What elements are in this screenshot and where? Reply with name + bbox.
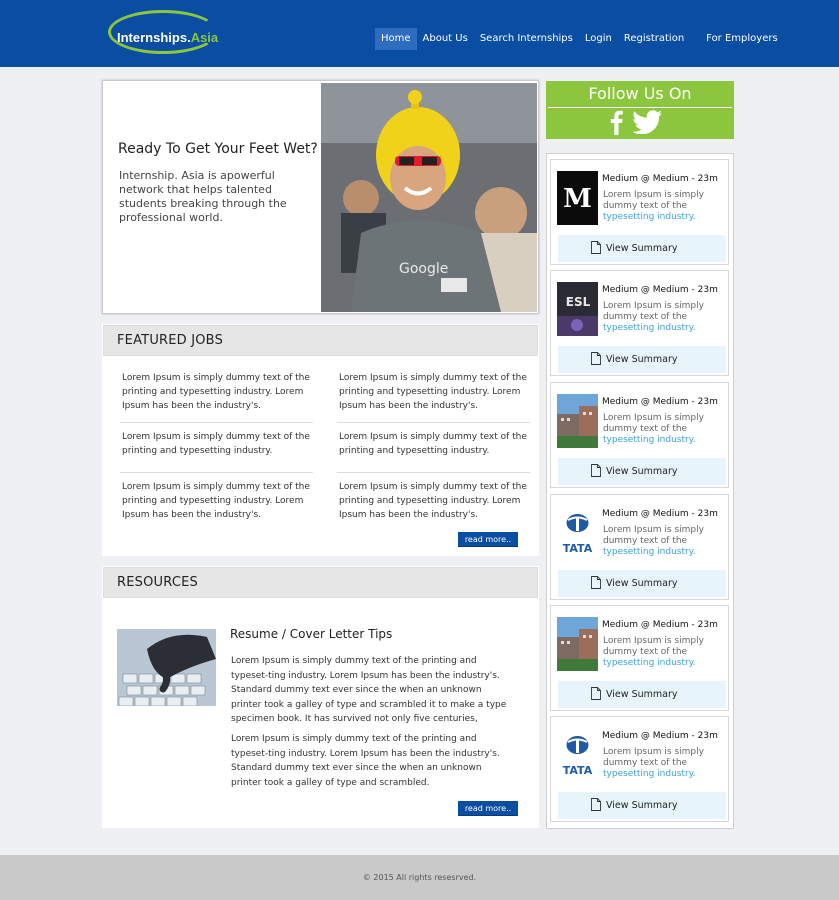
esl-logo-text: ESL <box>565 295 591 309</box>
tata-logo-text: TATA <box>562 542 593 555</box>
job-listing[interactable]: Lorem Ipsum is simply dummy text of the printing and typesetting industry. <box>339 432 527 456</box>
news-card <box>550 494 729 600</box>
document-icon <box>591 687 601 700</box>
campus-photo-thumb <box>557 617 598 671</box>
nav-search-internships[interactable]: Search Internships <box>479 33 573 44</box>
keyboard-image <box>117 629 216 706</box>
document-icon <box>591 241 601 254</box>
document-icon <box>591 798 601 811</box>
twitter-icon[interactable] <box>633 110 663 134</box>
view-summary-label: View Summary <box>606 243 678 254</box>
view-summary-button[interactable] <box>558 570 726 597</box>
campus-photo-thumb <box>557 394 598 448</box>
card-text: Lorem Ipsum is simply dummy text of the typesetting industry. <box>603 190 704 222</box>
view-summary-label: View Summary <box>606 466 678 477</box>
card-meta: Medium @ Medium - 23m <box>602 620 718 630</box>
site-header <box>0 0 839 67</box>
divider <box>120 472 313 473</box>
tata-logo-thumb <box>557 506 598 560</box>
medium-logo-text: M <box>563 184 592 214</box>
article-paragraph: Lorem Ipsum is simply dummy text of the printing and typeset-ting industry. Lorem Ipsum has been the industry's. Standard dummy text ever since the when an unknown printer took a galley of type and scrambled. <box>231 734 500 788</box>
document-icon <box>591 352 601 365</box>
view-summary-button[interactable] <box>558 346 726 373</box>
article-title[interactable]: Resume / Cover Letter Tips <box>230 627 393 641</box>
logo-text: Internships.Asia <box>117 30 219 45</box>
news-card <box>550 716 729 822</box>
nav-login[interactable]: Login <box>584 33 612 44</box>
nav-registration[interactable]: Registration <box>623 33 685 44</box>
card-meta: Medium @ Medium - 23m <box>602 285 718 295</box>
svg-text:Google: Google <box>399 261 449 277</box>
resources-panel <box>102 566 539 828</box>
news-card <box>550 605 729 711</box>
main-nav <box>375 28 784 50</box>
resources-title: RESOURCES <box>103 567 538 598</box>
follow-us-title: Follow Us On <box>588 84 692 103</box>
news-card <box>550 270 729 376</box>
copyright-text: © 2015 All rights resesrved. <box>362 873 477 882</box>
featured-jobs-title: FEATURED JOBS <box>103 325 538 356</box>
card-text: Lorem Ipsum is simply dummy text of the typesetting industry. <box>603 636 704 668</box>
nav-for-employers[interactable]: For Employers <box>706 33 778 44</box>
job-listing[interactable]: Lorem Ipsum is simply dummy text of the printing and typesetting industry. Lorem Ipsum has been the industry's. <box>339 373 527 411</box>
view-summary-label: View Summary <box>606 689 678 700</box>
card-text: Lorem Ipsum is simply dummy text of the typesetting industry. <box>603 413 704 445</box>
divider <box>120 422 313 423</box>
jobs-read-more-button[interactable]: read more.. <box>458 532 518 547</box>
job-listing[interactable]: Lorem Ipsum is simply dummy text of the printing and typesetting industry. Lorem Ipsum has been the industry's. <box>122 482 310 520</box>
hero-title: Ready To Get Your Feet Wet? <box>118 141 318 157</box>
card-text: Lorem Ipsum is simply dummy text of the typesetting industry. <box>603 301 704 333</box>
view-summary-label: View Summary <box>606 354 678 365</box>
document-icon <box>591 576 601 589</box>
divider <box>337 422 530 423</box>
job-listing[interactable]: Lorem Ipsum is simply dummy text of the printing and typesetting industry. <box>122 432 310 456</box>
view-summary-button[interactable] <box>558 681 726 708</box>
featured-jobs-panel <box>102 324 539 556</box>
resources-read-more-button[interactable]: read more.. <box>458 801 518 816</box>
card-text: Lorem Ipsum is simply dummy text of the typesetting industry. <box>603 525 704 557</box>
document-icon <box>591 464 601 477</box>
card-meta: Medium @ Medium - 23m <box>602 174 718 184</box>
hero-text: Internship. Asia is apowerful network that helps talented students breaking through the professional world. <box>119 169 287 224</box>
article-paragraph: Lorem Ipsum is simply dummy text of the printing and typeset-ting industry. Lorem Ipsum has been the industry's. Standard dummy text ever since the when an unknown printer took a galley of type and scrambled it to make a type specimen book. It has survived not only five centuries, <box>231 656 507 724</box>
card-meta: Medium @ Medium - 23m <box>602 731 718 741</box>
news-card <box>550 382 729 488</box>
card-meta: Medium @ Medium - 23m <box>602 509 718 519</box>
view-summary-button[interactable] <box>558 458 726 485</box>
news-card <box>550 159 729 265</box>
divider <box>337 472 530 473</box>
site-footer <box>0 855 839 900</box>
divider <box>548 107 732 108</box>
nav-about-us[interactable]: About Us <box>422 33 468 44</box>
view-summary-label: View Summary <box>606 800 678 811</box>
job-listing[interactable]: Lorem Ipsum is simply dummy text of the printing and typesetting industry. Lorem Ipsum has been the industry's. <box>339 482 527 520</box>
nav-home[interactable]: Home <box>375 28 417 50</box>
tata-logo-text: TATA <box>562 764 593 777</box>
job-listing[interactable]: Lorem Ipsum is simply dummy text of the printing and typesetting industry. Lorem Ipsum has been the industry's. <box>122 373 310 411</box>
esl-logo-thumb <box>557 282 598 336</box>
view-summary-button[interactable] <box>558 235 726 262</box>
card-meta: Medium @ Medium - 23m <box>602 397 718 407</box>
tata-logo-thumb <box>557 728 598 782</box>
card-text: Lorem Ipsum is simply dummy text of the typesetting industry. <box>603 747 704 779</box>
hero-banner <box>102 80 539 314</box>
hero-photo <box>321 83 537 312</box>
medium-logo-thumb <box>557 171 598 225</box>
facebook-icon[interactable] <box>608 109 624 135</box>
view-summary-label: View Summary <box>606 578 678 589</box>
site-logo[interactable] <box>108 10 226 54</box>
view-summary-button[interactable] <box>558 792 726 819</box>
